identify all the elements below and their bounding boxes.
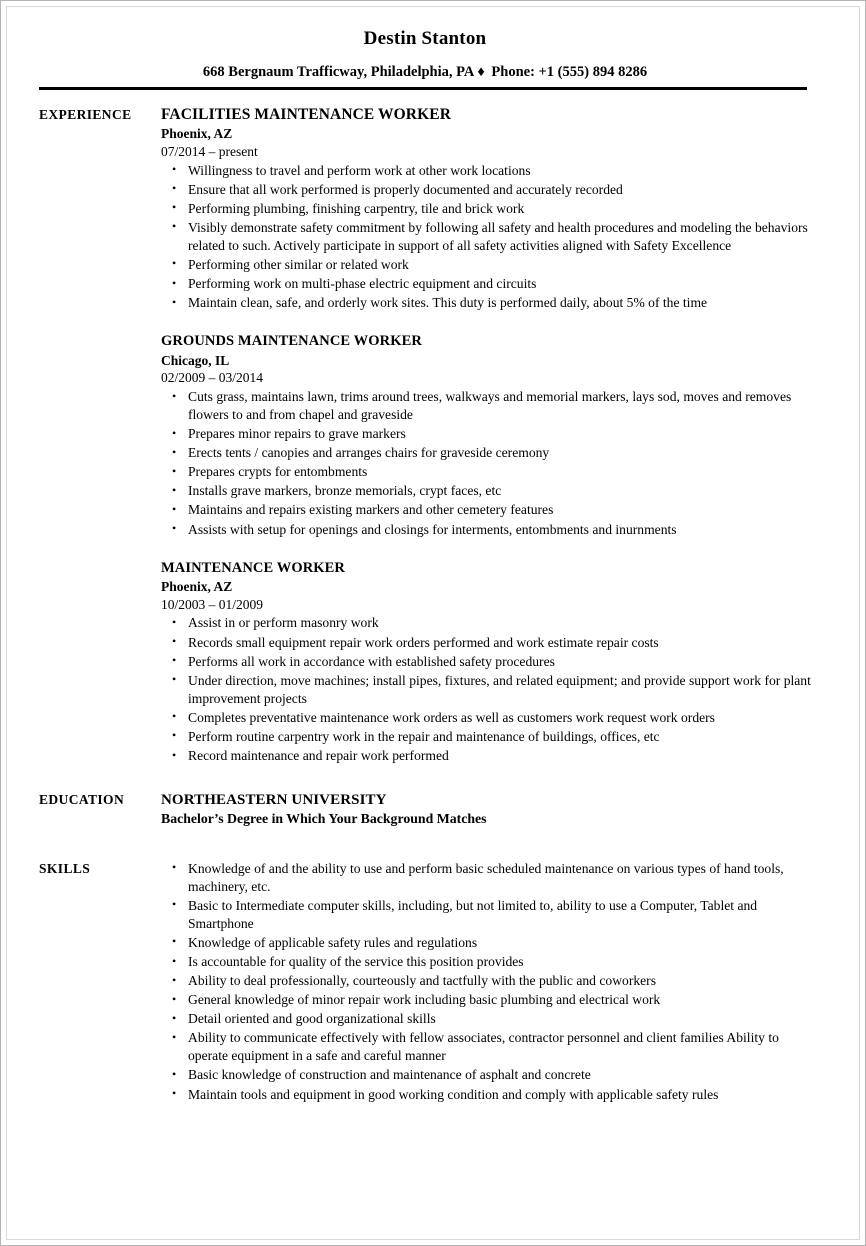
spacer-after-experience — [39, 766, 811, 791]
job-bullet: • Records small equipment repair work orders performed and work estimate repair costs — [161, 634, 811, 652]
job-dates: 10/2003 – 01/2009 — [161, 596, 264, 612]
experience-entry — [161, 106, 811, 313]
job-location: Phoenix, AZ — [161, 126, 233, 142]
job-title: FACILITIES MAINTENANCE WORKER — [161, 105, 451, 123]
job-bullet: • Assist in or perform masonry work — [161, 614, 811, 632]
skill-bullet: • Is accountable for quality of the service this position provides — [161, 953, 811, 971]
job-bullet: • Maintain clean, safe, and orderly work sites. This duty is performed daily, about 5% of the time — [161, 294, 811, 312]
education-school: NORTHEASTERN UNIVERSITY — [161, 792, 387, 809]
candidate-name: Destin Stanton — [363, 28, 487, 49]
diamond-separator-icon: ♦ — [477, 63, 485, 80]
skill-bullet: • Detail oriented and good organizational skills — [161, 1010, 811, 1028]
skill-bullet: • Basic to Intermediate computer skills, including, but not limited to, ability to use a Computer, Tablet and Smartphone — [161, 897, 811, 933]
job-dates: 02/2009 – 03/2014 — [161, 370, 264, 386]
job-bullet: • Visibly demonstrate safety commitment by following all safety and health procedures and modeling the behaviors related to such. Actively participate in support of all safety activities aligned with Safety Excellence — [161, 219, 811, 255]
job-title: GROUNDS MAINTENANCE WORKER — [161, 333, 422, 350]
job-bullet: • Under direction, move machines; install pipes, fixtures, and related equipment; and provide support work for plant improvement projects — [161, 672, 811, 708]
skills-section — [39, 860, 811, 1105]
job-bullet: • Installs grave markers, bronze memorials, crypt faces, etc — [161, 482, 811, 500]
education-body — [161, 791, 811, 828]
job-location: Chicago, IL — [161, 352, 230, 368]
job-bullet: • Performs all work in accordance with established safety procedures — [161, 653, 811, 671]
skills-bullet-list — [161, 860, 811, 1104]
skill-bullet: • Ability to communicate effectively with fellow associates, contractor personnel and client families Ability to operate equipment in a safe and careful manner — [161, 1029, 811, 1065]
job-bullet: • Completes preventative maintenance work orders as well as customers work request work orders — [161, 709, 811, 727]
job-bullet: • Ensure that all work performed is properly documented and accurately recorded — [161, 181, 811, 199]
section-label-experience: EXPERIENCE — [39, 106, 132, 122]
skill-bullet: • Knowledge of and the ability to use and perform basic scheduled maintenance on various types of hand tools, machinery, etc. — [161, 860, 811, 896]
contact-address: 668 Bergnaum Trafficway, Philadelphia, PA — [202, 63, 475, 80]
skill-bullet: • General knowledge of minor repair work including basic plumbing and electrical work — [161, 991, 811, 1009]
education-degree: Bachelor’s Degree in Which Your Background Matches — [161, 811, 487, 827]
skill-bullet: • Knowledge of applicable safety rules and regulations — [161, 934, 811, 952]
job-bullet: • Perform routine carpentry work in the repair and maintenance of buildings, offices, etc — [161, 728, 811, 746]
contact-line — [39, 64, 811, 81]
education-section — [39, 791, 811, 828]
job-bullet: • Maintains and repairs existing markers and other cemetery features — [161, 501, 811, 519]
skill-bullet: • Maintain tools and equipment in good working condition and comply with applicable safety rules — [161, 1086, 811, 1104]
contact-phone: Phone: +1 (555) 894 8286 — [491, 63, 648, 80]
job-bullet: • Performing plumbing, finishing carpentry, tile and brick work — [161, 200, 811, 218]
job-bullet: • Willingness to travel and perform work at other work locations — [161, 162, 811, 180]
experience-section — [39, 106, 811, 767]
skills-body — [161, 860, 811, 1105]
section-label-skills: SKILLS — [39, 860, 91, 876]
header-divider — [39, 87, 807, 90]
job-bullet-list — [161, 162, 811, 313]
experience-entry — [161, 560, 811, 765]
job-bullet: • Assists with setup for openings and closings for interments, entombments and inurnments — [161, 521, 811, 539]
job-bullet-list — [161, 388, 811, 539]
experience-entry — [161, 333, 811, 538]
page-inner-border — [6, 6, 860, 1240]
skill-bullet: • Basic knowledge of construction and maintenance of asphalt and concrete — [161, 1066, 811, 1084]
job-bullet: • Record maintenance and repair work performed — [161, 747, 811, 765]
job-bullet: • Prepares crypts for entombments — [161, 463, 811, 481]
job-bullet: • Cuts grass, maintains lawn, trims around trees, walkways and memorial markers, lays sod, moves and removes flowers to and from chapel and graveside — [161, 388, 811, 424]
job-title: MAINTENANCE WORKER — [161, 559, 346, 576]
job-bullet-list — [161, 614, 811, 765]
spacer-after-education — [39, 828, 811, 860]
job-bullet: • Prepares minor repairs to grave markers — [161, 425, 811, 443]
section-label-education: EDUCATION — [39, 792, 125, 808]
job-location: Phoenix, AZ — [161, 579, 233, 595]
skill-bullet: • Ability to deal professionally, courteously and tactfully with the public and coworkers — [161, 972, 811, 990]
job-bullet: • Performing other similar or related work — [161, 256, 811, 274]
resume-content — [39, 29, 811, 1105]
job-dates: 07/2014 – present — [161, 144, 258, 160]
job-bullet: • Erects tents / canopies and arranges chairs for graveside ceremony — [161, 444, 811, 462]
experience-list — [161, 106, 811, 767]
job-bullet: • Performing work on multi-phase electric equipment and circuits — [161, 275, 811, 293]
